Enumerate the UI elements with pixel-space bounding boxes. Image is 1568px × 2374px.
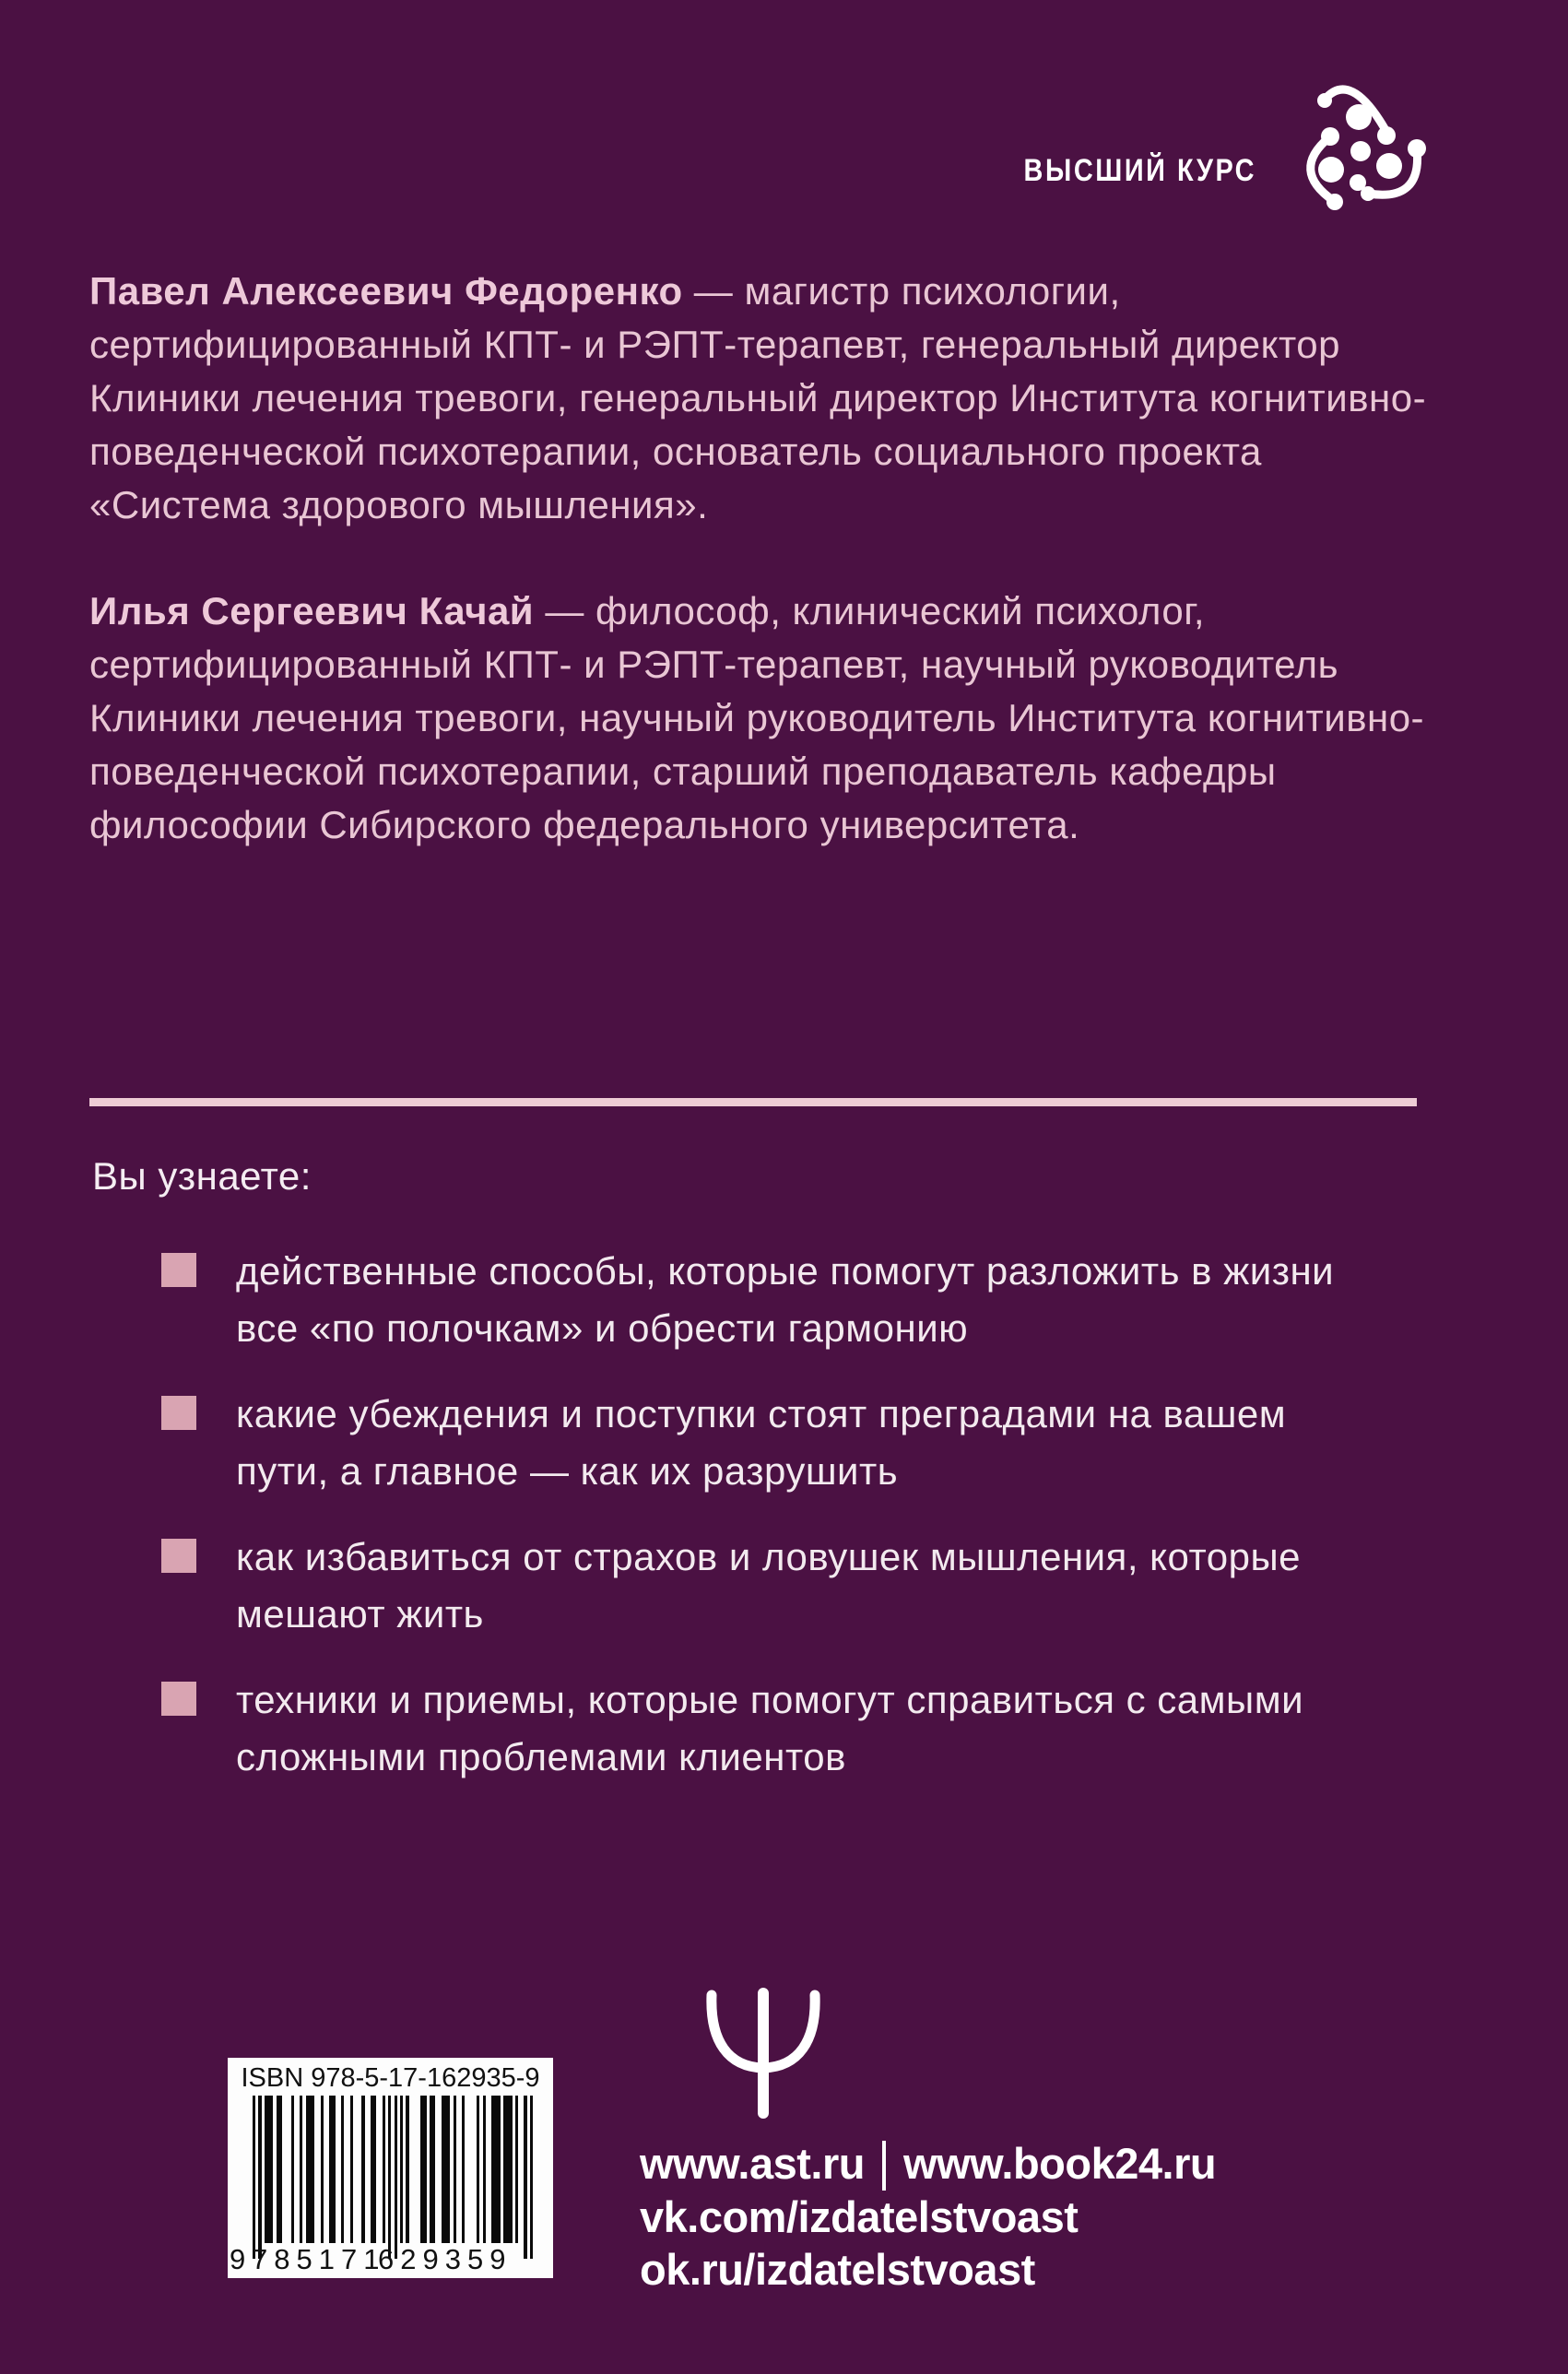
barcode-bar [300, 2096, 302, 2243]
barcode-bar [406, 2096, 408, 2243]
barcode-bar [524, 2096, 526, 2259]
barcode-bar [483, 2096, 486, 2243]
link-ok: ok.ru/izdatelstvoast [640, 2245, 1035, 2294]
series-logo-icon [1297, 77, 1426, 215]
barcode-bar [447, 2096, 450, 2243]
barcode-digit-group-1: 785171 [252, 2243, 386, 2275]
learn-list [161, 1243, 1387, 1814]
list-item [161, 1386, 1387, 1500]
bullet-square-icon [161, 1396, 196, 1430]
link-ast: www.ast.ru [640, 2139, 865, 2188]
link-separator [882, 2141, 886, 2191]
barcode-bar [350, 2096, 353, 2243]
link-vk: vk.com/izdatelstvoast [640, 2192, 1079, 2241]
series-title: ВЫСШИЙ КУРС [1023, 153, 1256, 188]
bullet-square-icon [161, 1253, 196, 1287]
barcode-bar [388, 2096, 391, 2259]
barcode-bar [253, 2096, 255, 2259]
barcode-bar [462, 2096, 465, 2243]
list-item-text: техники и приемы, которые помогут справиться с самыми сложными проблемами клиентов [236, 1678, 1304, 1778]
barcode-bar [530, 2096, 533, 2259]
barcode-digit-group-2: 629359 [378, 2243, 513, 2275]
bullet-square-icon [161, 1682, 196, 1716]
bullet-square-icon [161, 1539, 196, 1573]
author-2-description: — философ, клинический психолог, сертифицированный КПТ- и РЭПТ-терапевт, научный руководитель Клиники лечения тревоги, научный руководитель Института когнитивно-поведенческой психотерапии, старший преподаватель кафедры философии Сибирского федерального университета. [89, 589, 1425, 846]
barcode-bar [454, 2096, 456, 2243]
barcode-bar [509, 2096, 512, 2243]
barcode-bar [291, 2096, 294, 2243]
list-item-text: какие убеждения и поступки стоят преградами на вашем пути, а главное — как их разрушить [236, 1392, 1287, 1493]
publisher-psi-logo-icon [701, 1988, 826, 2119]
author-bio-2 [89, 585, 1428, 852]
barcode-bar [424, 2096, 427, 2243]
barcode-bar [383, 2096, 385, 2243]
author-1-name: Павел Алексеевич Федоренко [89, 269, 683, 313]
barcode-bar [477, 2096, 479, 2243]
link-book24: www.book24.ru [902, 2139, 1217, 2188]
barcode-bar [432, 2096, 435, 2243]
barcode-digits [230, 2243, 513, 2275]
barcode-bar [321, 2096, 324, 2243]
author-2-name: Илья Сергеевич Качай [89, 589, 535, 632]
barcode-bar [498, 2096, 501, 2243]
divider-line [89, 1098, 1417, 1106]
barcode-digit-lead: 9 [230, 2243, 246, 2275]
barcode-bar [270, 2096, 273, 2243]
links-row-1 [640, 2137, 1216, 2191]
barcode-bar [373, 2096, 376, 2243]
barcode-bar [312, 2096, 314, 2243]
list-item [161, 1243, 1387, 1357]
publisher-links [640, 2137, 1216, 2296]
barcode-bar [341, 2096, 344, 2243]
list-item-text: как избавиться от страхов и ловушек мышления, которые мешают жить [236, 1535, 1301, 1636]
learn-heading: Вы узнаете: [92, 1154, 312, 1198]
list-item-text: действенные способы, которые помогут разложить в жизни все «по полочкам» и обрести гармонию [236, 1249, 1335, 1350]
barcode-bar [400, 2096, 403, 2243]
barcode-block [228, 2058, 553, 2278]
barcode-bar [279, 2096, 282, 2243]
barcode-bar [361, 2096, 364, 2243]
list-item [161, 1529, 1387, 1643]
barcode-bar [395, 2096, 397, 2259]
author-bio-1 [89, 265, 1428, 532]
barcode-bar [332, 2096, 335, 2243]
barcode-bar [258, 2096, 261, 2259]
barcode-bars [253, 2096, 533, 2259]
isbn-label: ISBN 978-5-17-162935-9 [241, 2063, 540, 2093]
list-item [161, 1671, 1387, 1786]
author-1-description: — магистр психологии, сертифицированный КПТ- и РЭПТ-терапевт, генеральный директор Клиники лечения тревоги, генеральный директор Института когнитивно-поведенческой психотерапии, основатель социального проекта «Система здорового мышления». [89, 269, 1427, 526]
authors-section [89, 265, 1428, 904]
barcode-bar [515, 2096, 518, 2243]
